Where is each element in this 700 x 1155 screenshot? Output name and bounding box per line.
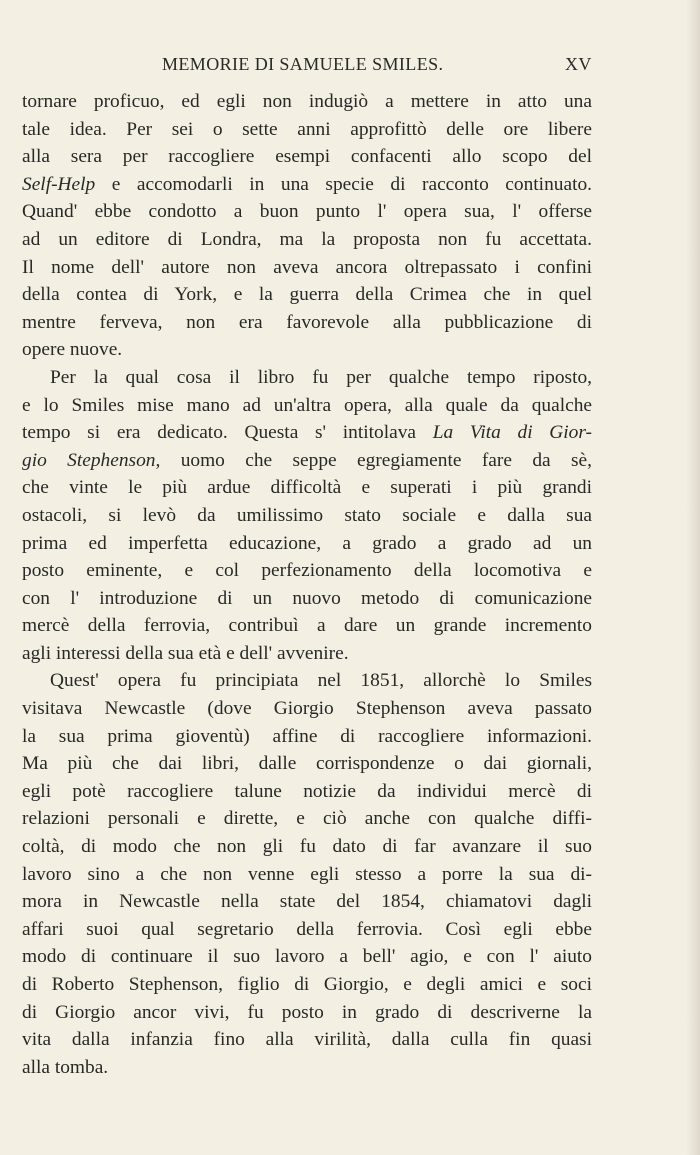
text-line: prima ed imperfetta educazione, a grado a grado ad un [22, 532, 592, 554]
text-line: mentre ferveva, non era favorevole alla pubblicazione di [22, 311, 592, 333]
text-line: alla sera per raccogliere esempi confacenti allo scopo del [22, 146, 592, 168]
italic-title: gio Stephenson, [22, 449, 161, 471]
text-line: con l' introduzione di un nuovo metodo di comunicazione [22, 587, 592, 609]
text-line: Per la qual cosa il libro fu per qualche tempo riposto, [50, 366, 592, 388]
text-line: agli interessi della sua età e dell' avvenire. [22, 642, 349, 664]
text-line: tornare proficuo, ed egli non indugiò a mettere in atto una [22, 91, 592, 112]
text-line: Quest' opera fu principiata nel 1851, allorchè lo Smiles [50, 670, 592, 692]
text-line: modo di continuare il suo lavoro a bell' agio, e con l' aiuto [22, 946, 592, 968]
text-segment: tempo si era dedicato. Questa s' intitolava [22, 422, 433, 444]
text-line: della contea di York, e la guerra della Crimea che in quel [22, 284, 592, 306]
page-edge-shadow [686, 0, 700, 1155]
text-line: ad un editore di Londra, ma la proposta non fu accettata. [22, 228, 592, 250]
text-line: coltà, di modo che non gli fu dato di far avanzare il suo [22, 836, 592, 858]
text-line: egli potè raccogliere talune notizie da individui mercè di [22, 780, 592, 802]
text-line: relazioni personali e dirette, e ciò anche con qualche diffi- [22, 808, 592, 830]
text-line: Quand' ebbe condotto a buon punto l' opera sua, l' offerse [22, 201, 592, 223]
text-line: mercè della ferrovia, contribuì a dare un grande incremento [22, 615, 592, 637]
text-line: Il nome dell' autore non aveva ancora oltrepassato i confini [22, 256, 592, 278]
text-segment: e accomodarli in una specie di racconto continuato. [95, 173, 592, 195]
running-head [0, 54, 700, 82]
text-line [22, 447, 592, 475]
text-line: che vinte le più ardue difficoltà e superati i più grandi [22, 477, 592, 499]
text-line: tale idea. Per sei o sette anni approfittò delle ore libere [22, 118, 592, 140]
text-line: ostacoli, si levò da umilissimo stato sociale e dalla sua [22, 504, 592, 526]
text-segment: uomo che seppe egregiamente fare da sè, [160, 449, 593, 471]
text-line: alla tomba. [22, 1056, 109, 1078]
italic-title: Self-Help [22, 173, 96, 195]
text-line: mora in Newcastle nella state del 1854, chiamatovi dagli [22, 891, 592, 913]
text-line: Ma più che dai libri, dalle corrispondenze o dai giornali, [22, 753, 592, 775]
text-line: e lo Smiles mise mano ad un'altra opera, alla quale da qualche [22, 394, 592, 416]
text-line: opere nuove. [22, 339, 123, 361]
text-line: vita dalla infanzia fino alla virilità, dalla culla fin quasi [22, 1029, 592, 1051]
text-line: di Roberto Stephenson, figlio di Giorgio, e degli amici e soci [22, 974, 592, 995]
text-line: posto eminente, e col perfezionamento della locomotiva e [22, 560, 592, 582]
text-line: lavoro sino a che non venne egli stesso a porre la sua di- [22, 863, 592, 885]
running-title: MEMORIE DI SAMUELE SMILES. [162, 54, 444, 74]
text-line: affari suoi qual segretario della ferrovia. Così egli ebbe [22, 918, 592, 940]
body-text [22, 88, 592, 1081]
text-line: visitava Newcastle (dove Giorgio Stephenson aveva passato [22, 698, 592, 720]
text-line: la sua prima gioventù) affine di raccogliere informazioni. [22, 725, 592, 747]
text-line: di Giorgio ancor vivi, fu posto in grado di descriverne la [22, 1001, 592, 1023]
italic-title: La Vita di Gior- [432, 422, 592, 444]
page-number: XV [565, 54, 592, 74]
text-line [22, 171, 592, 199]
text-line [22, 419, 592, 447]
